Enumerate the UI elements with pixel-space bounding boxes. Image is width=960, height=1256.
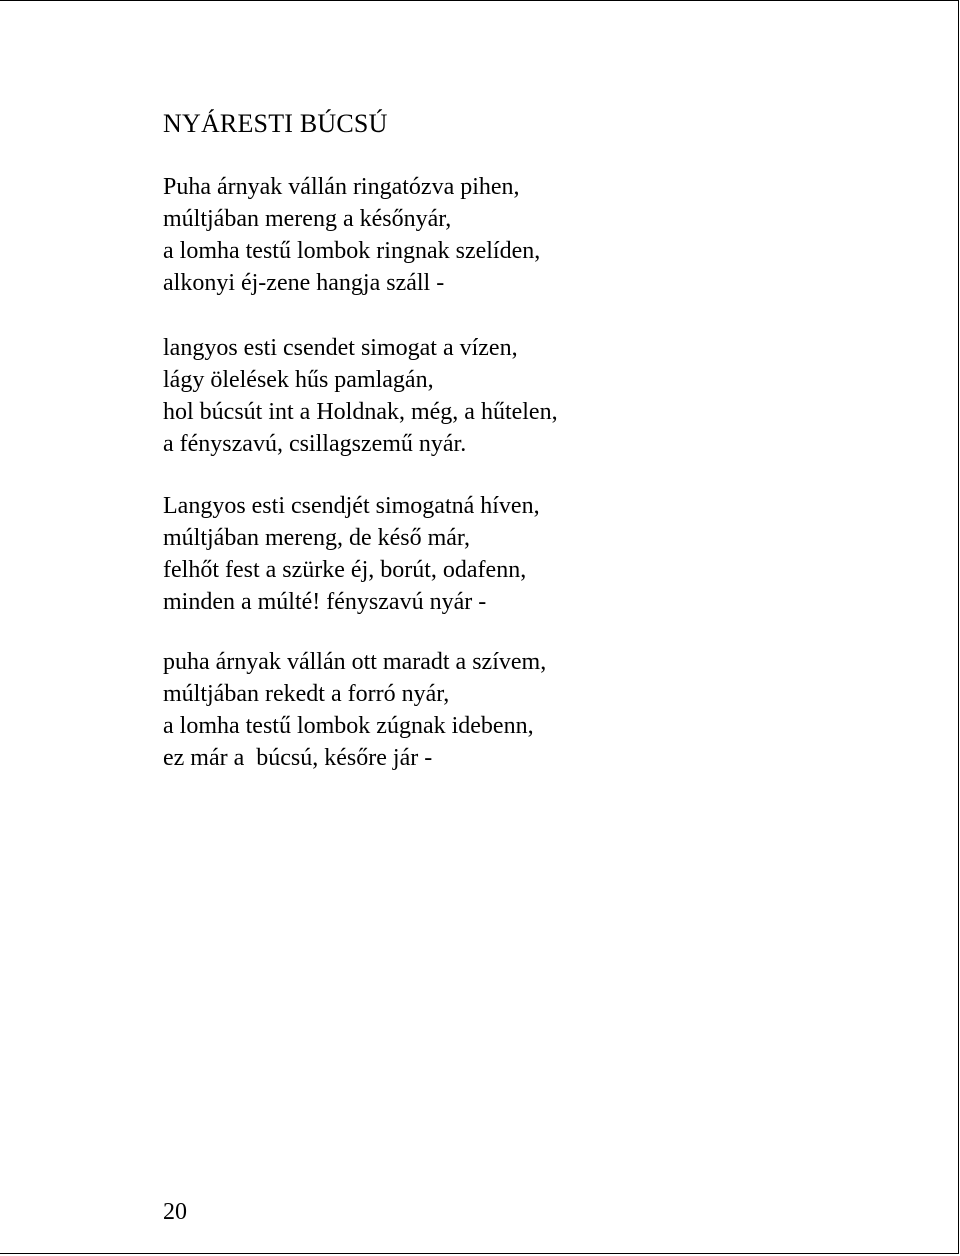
- poem-line: alkonyi éj-zene hangja száll -: [163, 270, 445, 296]
- poem-line: múltjában mereng a későnyár,: [163, 206, 452, 232]
- poem-line: felhőt fest a szürke éj, borút, odafenn,: [163, 557, 527, 583]
- poem-line: a lomha testű lombok ringnak szelíden,: [163, 238, 541, 264]
- poem-line: Langyos esti csendjét simogatná híven,: [163, 493, 540, 519]
- stanza-4: [163, 646, 546, 774]
- poem-line: puha árnyak vállán ott maradt a szívem,: [163, 649, 547, 675]
- poem-line: múltjában rekedt a forró nyár,: [163, 681, 450, 707]
- stanza-1: [163, 171, 540, 299]
- page-number: 20: [163, 1199, 187, 1225]
- stanza-3: [163, 490, 540, 618]
- poem-line: a fényszavú, csillagszemű nyár.: [163, 431, 467, 457]
- stanza-2: [163, 332, 558, 460]
- poem-title: NYÁRESTI BÚCSÚ: [163, 109, 388, 138]
- poem-line: lágy ölelések hűs pamlagán,: [163, 367, 434, 393]
- poem-line: Puha árnyak vállán ringatózva pihen,: [163, 174, 520, 200]
- poem-line: minden a múlté! fényszavú nyár -: [163, 589, 487, 615]
- poem-line: múltjában mereng, de késő már,: [163, 525, 470, 551]
- poem-line: hol búcsút int a Holdnak, még, a hűtelen,: [163, 399, 558, 425]
- poem-line: langyos esti csendet simogat a vízen,: [163, 335, 518, 361]
- poem-line: ez már a búcsú, későre jár -: [163, 745, 433, 771]
- poem-line: a lomha testű lombok zúgnak idebenn,: [163, 713, 534, 739]
